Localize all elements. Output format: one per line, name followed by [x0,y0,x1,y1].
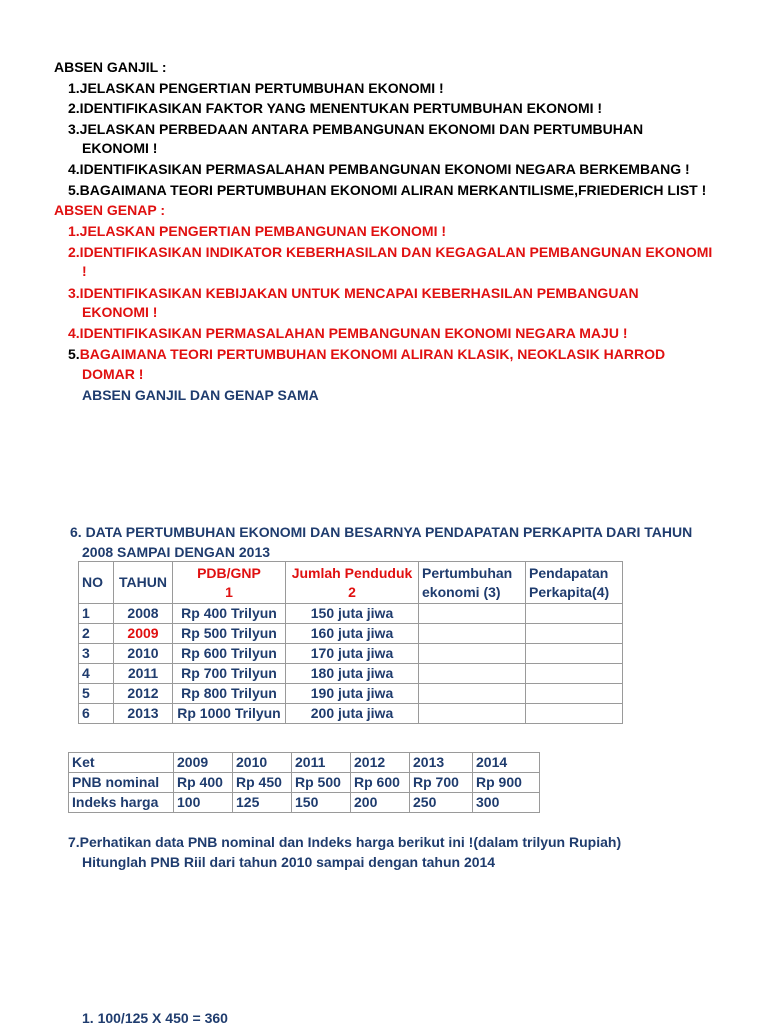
col-pop-header-line2: 2 [348,583,356,600]
row-pop: 150 juta jiwa [286,604,419,624]
row-no: 6 [79,704,114,724]
q7-line-1: 7.Perhatikan data PNB nominal dan Indeks harga berikut ini !(dalam trilyun Rupiah) [68,834,622,850]
pnb-table [68,752,540,813]
row-year: 2009 [114,624,173,644]
pnb-header-row [69,753,540,773]
pnb-cell: Rp 400 [174,773,233,793]
col-year-header: TAHUN [114,562,173,604]
row-growth [419,604,526,624]
even-question-2-cont: ! [82,263,87,279]
even-question-3: 3.IDENTIFIKASIKAN KEBIJAKAN UNTUK MENCAPAI KEBERHASILAN PEMBANGUAN [68,285,639,301]
row-year: 2013 [114,704,173,724]
pnb-cell: 250 [410,793,473,813]
pnb-cell: Rp 700 [410,773,473,793]
row-income [526,644,623,664]
col-growth-header-line2: ekonomi (3) [422,583,501,600]
pnb-cell: 125 [233,793,292,813]
row-pdb: Rp 500 Trilyun [173,624,286,644]
table-header-row [79,562,623,604]
pnb-header-cell: Ket [69,753,174,773]
q7-line-2: Hitunglah PNB Riil dari tahun 2010 sampai dengan tahun 2014 [82,854,496,870]
row-year: 2008 [114,604,173,624]
row-income [526,684,623,704]
row-income [526,704,623,724]
row-growth [419,684,526,704]
row-growth [419,644,526,664]
odd-question-4: 4.IDENTIFIKASIKAN PERMASALAHAN PEMBANGUNAN EKONOMI NEGARA BERKEMBANG ! [68,161,690,177]
even-question-1: 1.JELASKAN PENGERTIAN PEMBANGUNAN EKONOMI ! [68,223,447,239]
row-pop: 180 juta jiwa [286,664,419,684]
pnb-cell: 200 [351,793,410,813]
odd-question-3-cont: EKONOMI ! [82,140,158,156]
col-income-header-line1: Pendapatan [529,564,609,581]
row-pdb: Rp 600 Trilyun [173,644,286,664]
row-income [526,624,623,644]
col-pop-header-line1: Jumlah Penduduk [291,564,413,581]
pnb-cell: Rp 600 [351,773,410,793]
col-pdb-header [173,562,286,604]
row-pop: 170 juta jiwa [286,644,419,664]
row-year: 2011 [114,664,173,684]
row-pdb: Rp 1000 Trilyun [173,704,286,724]
pnb-cell: Indeks harga [69,793,174,813]
odd-question-1: 1.JELASKAN PENGERTIAN PERTUMBUHAN EKONOMI ! [68,80,444,96]
row-no: 5 [79,684,114,704]
even-question-5-text: BAGAIMANA TEORI PERTUMBUHAN EKONOMI ALIRAN KLASIK, NEOKLASIK HARROD [79,346,666,362]
pnb-header-cell: 2009 [174,753,233,773]
growth-table [78,561,623,724]
pnb-header-cell: 2011 [292,753,351,773]
row-year: 2012 [114,684,173,704]
pnb-cell: 150 [292,793,351,813]
col-growth-header [419,562,526,604]
odd-question-3: 3.JELASKAN PERBEDAAN ANTARA PEMBANGUNAN EKONOMI DAN PERTUMBUHAN [68,121,644,137]
col-pop-header [286,562,419,604]
pnb-cell: PNB nominal [69,773,174,793]
even-question-4: 4.IDENTIFIKASIKAN PERMASALAHAN PEMBANGUNAN EKONOMI NEGARA MAJU ! [68,325,628,341]
row-growth [419,664,526,684]
row-no: 2 [79,624,114,644]
even-question-5-number: 5. [68,346,80,362]
pnb-header-cell: 2014 [473,753,540,773]
table-row [79,684,623,704]
answer-1: 1. 100/125 X 450 = 360 [82,1010,228,1024]
col-growth-header-line1: Pertumbuhan [422,564,513,581]
pnb-cell: 300 [473,793,540,813]
row-pdb: Rp 700 Trilyun [173,664,286,684]
even-question-5 [68,345,665,363]
col-income-header-line2: Perkapita(4) [529,583,610,600]
col-income-header [526,562,623,604]
row-no: 3 [79,644,114,664]
row-year: 2010 [114,644,173,664]
pnb-header-cell: 2013 [410,753,473,773]
odd-question-5: 5.BAGAIMANA TEORI PERTUMBUHAN EKONOMI ALIRAN MERKANTILISME,FRIEDERICH LIST ! [68,182,707,198]
pnb-nominal-row [69,773,540,793]
pnb-cell: Rp 500 [292,773,351,793]
row-pop: 160 juta jiwa [286,624,419,644]
pnb-cell: Rp 900 [473,773,540,793]
table-row [79,644,623,664]
row-pop: 190 juta jiwa [286,684,419,704]
row-pop: 200 juta jiwa [286,704,419,724]
col-pdb-header-line2: 1 [225,583,233,600]
pnb-header-cell: 2012 [351,753,410,773]
odd-heading: ABSEN GANJIL : [54,59,167,75]
row-income [526,604,623,624]
row-growth [419,624,526,644]
pnb-cell: Rp 450 [233,773,292,793]
same-note: ABSEN GANJIL DAN GENAP SAMA [82,387,319,403]
even-heading: ABSEN GENAP : [54,202,165,218]
col-pdb-header-line1: PDB/GNP [197,564,261,581]
table-row [79,604,623,624]
table-row [79,624,623,644]
row-growth [419,704,526,724]
table-row [79,664,623,684]
q6-title-cont: 2008 SAMPAI DENGAN 2013 [82,544,271,560]
q6-title: 6. DATA PERTUMBUHAN EKONOMI DAN BESARNYA PENDAPATAN PERKAPITA DARI TAHUN [70,524,693,540]
even-question-3-cont: EKONOMI ! [82,304,158,320]
col-no-header: NO [79,562,114,604]
table-row [79,704,623,724]
row-no: 4 [79,664,114,684]
pnb-index-row [69,793,540,813]
pnb-header-cell: 2010 [233,753,292,773]
row-pdb: Rp 400 Trilyun [173,604,286,624]
row-pdb: Rp 800 Trilyun [173,684,286,704]
odd-question-2: 2.IDENTIFIKASIKAN FAKTOR YANG MENENTUKAN PERTUMBUHAN EKONOMI ! [68,100,603,116]
row-no: 1 [79,604,114,624]
row-income [526,664,623,684]
even-question-2: 2.IDENTIFIKASIKAN INDIKATOR KEBERHASILAN DAN KEGAGALAN PEMBANGUNAN EKONOMI [68,244,713,260]
even-question-5-cont: DOMAR ! [82,366,144,382]
pnb-cell: 100 [174,793,233,813]
